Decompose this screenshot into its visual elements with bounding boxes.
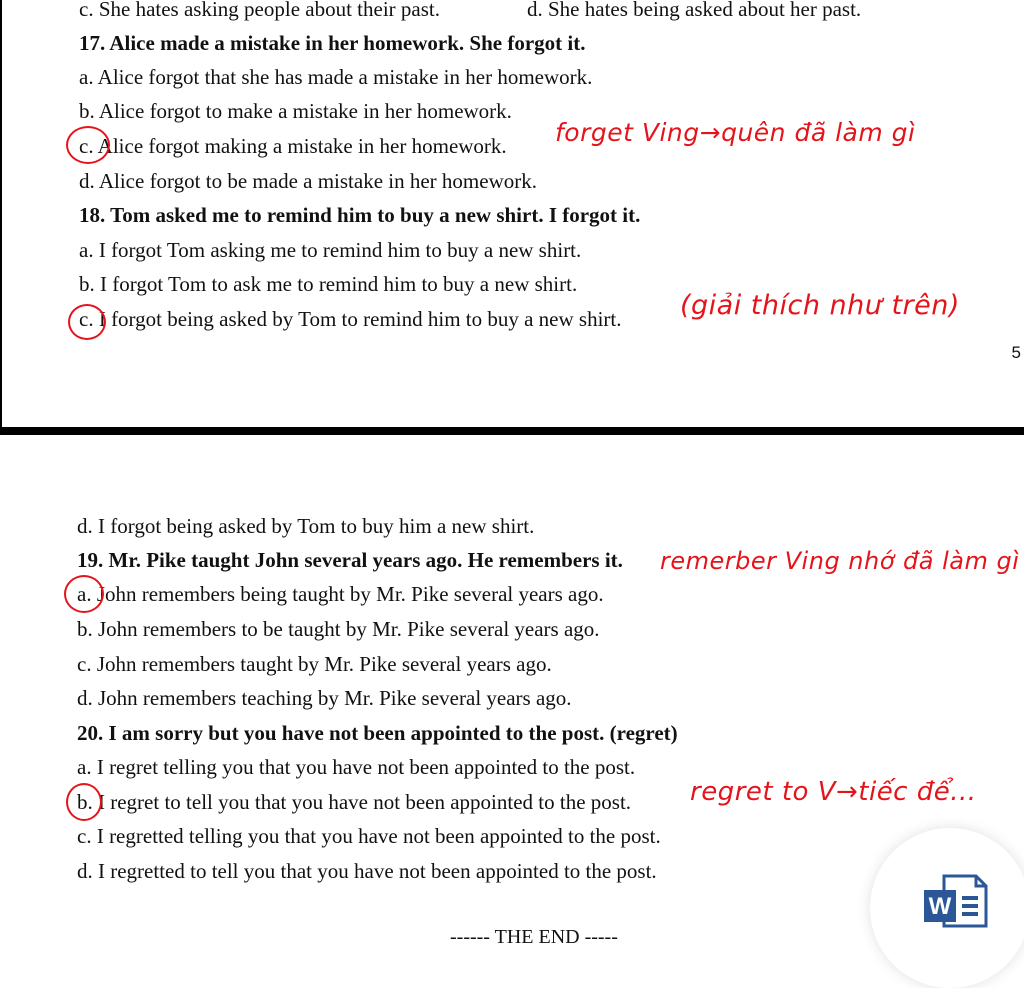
handwritten-note-q18: (giải thích như trên) xyxy=(680,290,960,321)
q20-option-b: b. I regret to tell you that you have not been appointed to the post. xyxy=(77,790,632,814)
q19-option-c: c. John remembers taught by Mr. Pike several years ago. xyxy=(77,652,552,676)
microsoft-word-icon[interactable] xyxy=(922,872,988,935)
svg-text:W: W xyxy=(928,893,952,920)
document-page-bottom xyxy=(0,435,1024,943)
q18-option-a: a. I forgot Tom asking me to remind him to buy a new shirt. xyxy=(79,238,582,262)
q20-option-d: d. I regretted to tell you that you have not been appointed to the post. xyxy=(77,859,657,883)
q17-option-a: a. Alice forgot that she has made a mistake in her homework. xyxy=(79,65,593,89)
handwritten-note-q20: regret to V→tiếc để... xyxy=(690,777,977,807)
document-page-top xyxy=(0,0,1024,427)
q17-option-c: c. Alice forgot making a mistake in her homework. xyxy=(79,134,507,158)
q20-option-a: a. I regret telling you that you have not been appointed to the post. xyxy=(77,755,636,779)
page-number: 5 xyxy=(1011,343,1021,362)
q18-option-c: c. I forgot being asked by Tom to remind him to buy a new shirt. xyxy=(79,307,622,331)
q17-option-d: d. Alice forgot to be made a mistake in her homework. xyxy=(79,169,537,193)
page-separator xyxy=(0,427,1024,435)
q18-option-d: d. I forgot being asked by Tom to buy him a new shirt. xyxy=(77,514,535,538)
answer-circle-q17 xyxy=(66,126,110,164)
q17-question: 17. Alice made a mistake in her homework. She forgot it. xyxy=(79,31,586,55)
q16-option-d: d. She hates being asked about her past. xyxy=(527,0,862,21)
answer-circle-q19 xyxy=(64,575,104,613)
answer-circle-q18 xyxy=(68,304,106,340)
handwritten-note-q17: forget Ving→quên đã làm gì xyxy=(555,118,916,147)
q20-question: 20. I am sorry but you have not been appointed to the post. (regret) xyxy=(77,721,678,745)
handwritten-note-q19: remerber Ving nhớ đã làm gì xyxy=(660,547,1020,575)
q19-option-b: b. John remembers to be taught by Mr. Pike several years ago. xyxy=(77,617,600,641)
q16-option-c: c. She hates asking people about their past. xyxy=(79,0,440,21)
end-marker: ------ THE END ----- xyxy=(450,926,618,948)
q20-option-c: c. I regretted telling you that you have not been appointed to the post. xyxy=(77,824,661,848)
q19-option-a: a. John remembers being taught by Mr. Pike several years ago. xyxy=(77,582,604,606)
q18-option-b: b. I forgot Tom to ask me to remind him to buy a new shirt. xyxy=(79,272,578,296)
q19-question: 19. Mr. Pike taught John several years ago. He remembers it. xyxy=(77,548,623,572)
q19-option-d: d. John remembers teaching by Mr. Pike several years ago. xyxy=(77,686,572,710)
answer-circle-q20 xyxy=(66,783,102,821)
q18-question: 18. Tom asked me to remind him to buy a new shirt. I forgot it. xyxy=(79,203,641,227)
q17-option-b: b. Alice forgot to make a mistake in her homework. xyxy=(79,99,512,123)
